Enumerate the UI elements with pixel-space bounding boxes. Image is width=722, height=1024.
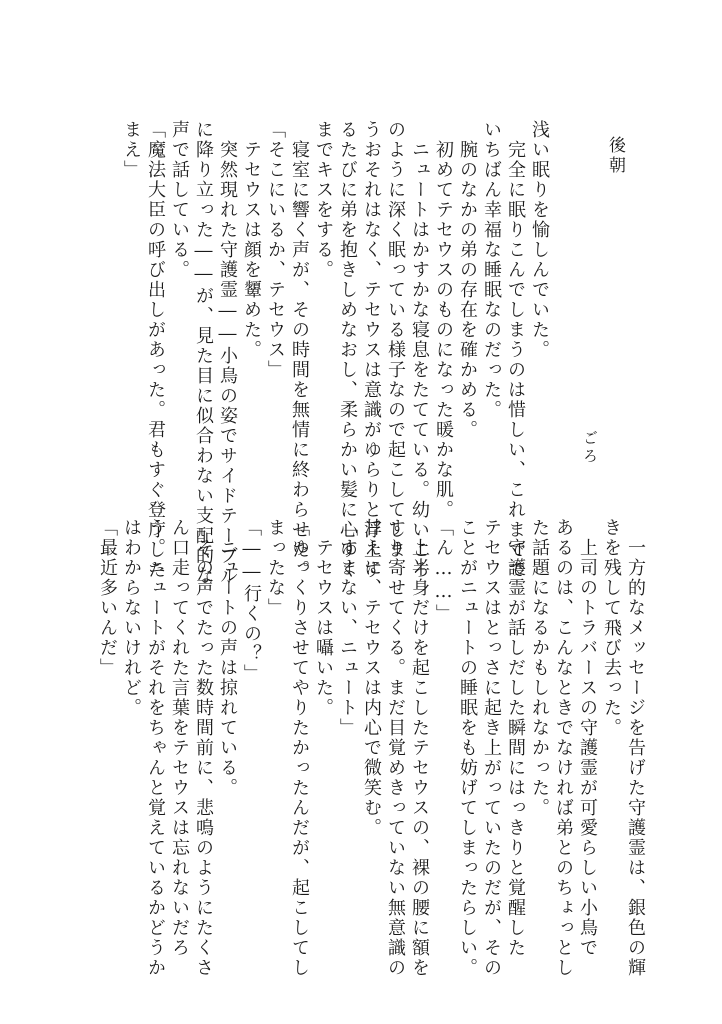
text-column: テセウスは囁いた。 bbox=[313, 518, 334, 718]
text-column: テセウスは顔を顰めた。 bbox=[241, 120, 262, 360]
chapter-title-reading: ごろ bbox=[581, 430, 599, 466]
text-column: 「そこにいるか、テセウス」 bbox=[265, 120, 286, 380]
text-column: のように深く眠っている様子なので起こしてしま bbox=[385, 120, 406, 560]
text-column: 一方的なメッセージを告げた守護霊は、銀色の輝 bbox=[625, 518, 646, 978]
text-column: ことがニュートの睡眠をも妨げてしまったらしい。 bbox=[457, 518, 478, 978]
text-column: 上司のトラバースの守護霊が可愛らしい小鳥で bbox=[577, 518, 598, 958]
text-column: 初めてテセウスのものになった暖かな肌。 bbox=[433, 120, 454, 520]
text-column: 寝室に響く声が、その時間を無情に終わらせた。 bbox=[289, 120, 310, 580]
text-column: すり寄せてくる。まだ目覚めきっていない無意識の bbox=[385, 518, 406, 978]
text-column: きを残して飛び去った。 bbox=[601, 518, 622, 738]
text-column: うおそれはなく、テセウスは意識がゆらりと浮上す bbox=[361, 120, 382, 580]
text-column: まえ」 bbox=[121, 120, 142, 180]
text-column: う。ニュートがそれをちゃんと覚えているかどうか bbox=[145, 518, 166, 978]
text-column: 完全に眠りこんでしまうのは惜しい、これまでで bbox=[505, 120, 526, 580]
text-column: るたびに弟を抱きしめなおし、柔らかい髪に心ゆく bbox=[337, 120, 358, 580]
text-column: ニュートの声は掠れている。 bbox=[217, 518, 238, 798]
text-column: いちばん幸福な睡眠なのだった。 bbox=[481, 120, 502, 420]
text-column: あるのは、こんなときでなければ弟とのちょっとし bbox=[553, 518, 574, 978]
text-column: 「魔法大臣の呼び出しがあった。君もすぐ登庁した bbox=[145, 120, 166, 580]
text-column: テセウスはとっさに起き上がっていたのだが、その bbox=[481, 518, 502, 978]
text-column: 浅い眠りを愉しんでいた。 bbox=[529, 120, 550, 360]
text-column: 「ん……」 bbox=[433, 518, 454, 624]
text-column: 守護霊が話しだした瞬間にはっきりと覚醒した bbox=[505, 518, 526, 958]
text-column: た話題になるかもしれなかった。 bbox=[529, 518, 550, 818]
text-column: 突然現れた守護霊――小鳥の姿でサイドテーブル bbox=[217, 120, 238, 586]
text-column: に降り立った――が、見た目に似合わない支配的な bbox=[193, 120, 214, 586]
text-column: 声で話している。 bbox=[169, 120, 190, 280]
text-column: ん口走ってくれた言葉をテセウスは忘れないだろ bbox=[169, 518, 190, 958]
text-column: 上半身だけを起こしたテセウスの、裸の腰に額を bbox=[409, 518, 430, 978]
text-column: 甘えに、テセウスは内心で微笑む。 bbox=[361, 518, 382, 838]
text-column: 「最近多いんだ」 bbox=[97, 518, 118, 678]
text-column: ニュートはかすかな寝息をたてている。幼いころ bbox=[409, 120, 430, 580]
text-column: 「ゆっくりさせてやりたかったんだが、起こしてし bbox=[289, 518, 310, 978]
text-column: まったな」 bbox=[265, 518, 286, 618]
text-column: 「すまない、ニュート」 bbox=[337, 518, 358, 738]
text-column: までキスをする。 bbox=[313, 120, 334, 280]
text-column: はわからないけれど。 bbox=[121, 518, 142, 718]
text-column: その声でたった数時間前に、悲鳴のようにたくさ bbox=[193, 518, 214, 978]
text-column: 腕のなかの弟の存在を確かめる。 bbox=[457, 120, 478, 440]
text-column: 「――行くの？」 bbox=[241, 518, 262, 684]
chapter-title: 後朝 bbox=[605, 136, 625, 176]
